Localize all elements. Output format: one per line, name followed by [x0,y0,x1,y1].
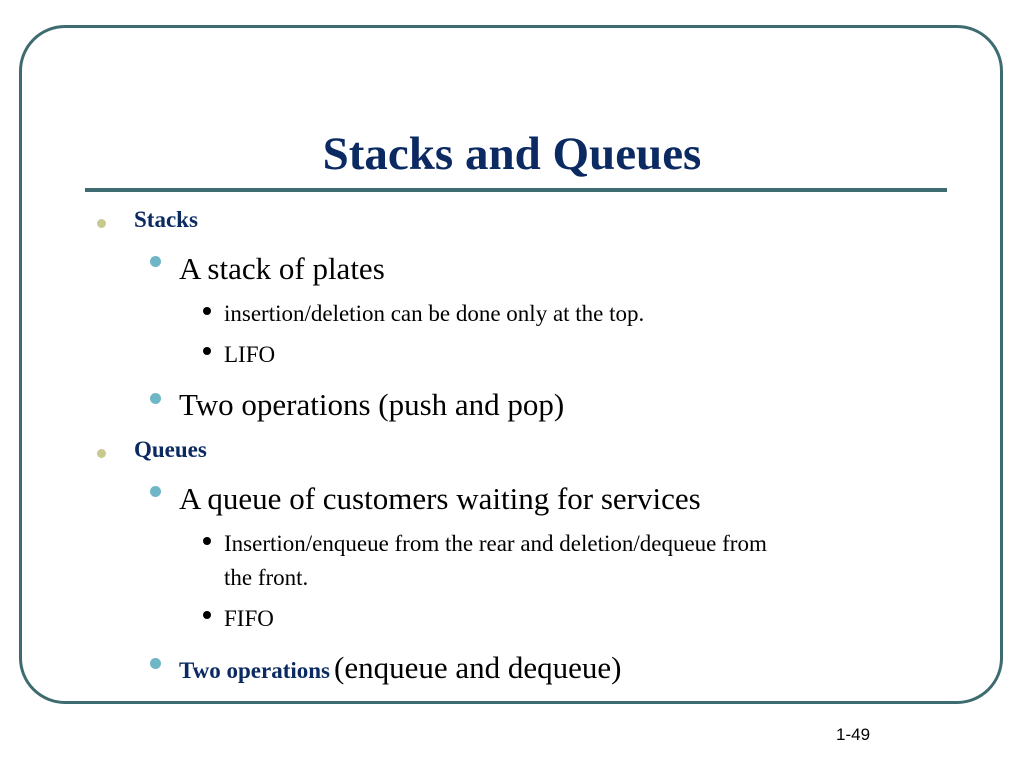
bullet-level2-icon [150,658,161,669]
bullet-level3-icon [203,611,211,619]
bullet-level3-icon [203,347,211,355]
queues-operations-detail: (enqueue and dequeue) [334,650,622,685]
bullet-level1-icon [97,449,106,458]
title-underline [85,188,947,192]
page-number: 1-49 [836,725,871,744]
stacks-heading: Stacks [134,207,198,232]
bullet-level2-icon [150,393,161,404]
queues-operations [179,650,621,692]
queues-detail-line2: the front. [224,565,309,590]
stacks-detail: insertion/deletion can be done only at the top. [224,301,645,326]
slide-title: Stacks and Queues [322,128,702,180]
queues-operations-label: Two operations [179,658,330,683]
bullet-level2-icon [150,256,161,267]
stacks-policy: LIFO [224,342,276,367]
queues-heading: Queues [134,437,207,462]
bullet-level2-icon [150,486,161,497]
queues-analogy: A queue of customers waiting for services [179,481,701,516]
bullet-level3-icon [203,307,211,315]
queues-detail-line1: Insertion/enqueue from the rear and deletion/dequeue from [224,531,767,556]
stacks-operations: Two operations (push and pop) [179,387,565,422]
queues-policy: FIFO [224,606,274,631]
bullet-level3-icon [203,537,211,545]
bullet-level1-icon [97,219,106,228]
stacks-analogy: A stack of plates [179,251,385,286]
